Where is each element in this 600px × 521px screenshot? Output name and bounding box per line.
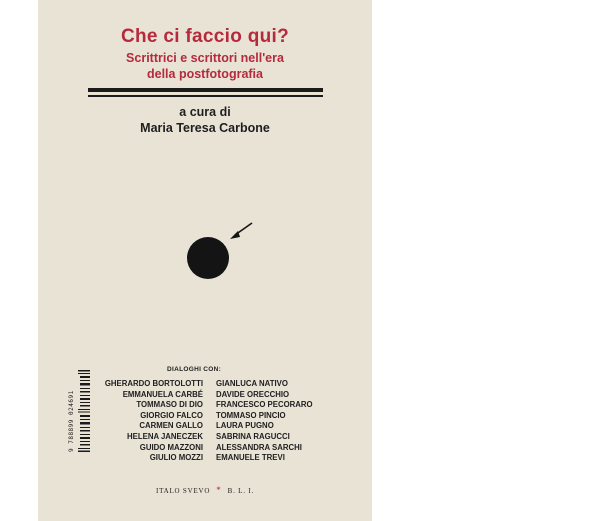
author-name: DAVIDE ORECCHIO (216, 389, 290, 399)
author-name: FRANCESCO PECORARO (216, 400, 313, 410)
author-name: EMANUELE TREVI (216, 453, 285, 463)
book-title: Che ci faccio qui? (121, 26, 289, 47)
editor-name: Maria Teresa Carbone (140, 121, 270, 135)
author-name: GIORGIO FALCO (140, 410, 203, 420)
author-name: LAURA PUGNO (216, 421, 274, 431)
author-name: CARMEN GALLO (139, 421, 203, 431)
barcode-digits: 9 788899 024691 (68, 390, 75, 452)
asterisk-icon: * (216, 485, 222, 495)
divider-thin (88, 95, 323, 97)
author-name: SABRINA RAGUCCI (216, 431, 290, 441)
black-dot-graphic (187, 237, 229, 279)
subtitle-line-2: della postfotografia (147, 67, 263, 81)
author-name: GHERARDO BORTOLOTTI (104, 379, 203, 388)
author-name: GIANLUCA NATIVO (216, 379, 288, 388)
authors-right-column (216, 379, 356, 464)
publisher-line (38, 485, 372, 495)
publisher-name: ITALO SVEVO (155, 487, 211, 495)
author-name: TOMMASO DI DIO (136, 400, 203, 410)
author-name: HELENA JANECZEK (127, 431, 203, 441)
barcode-graphic (78, 370, 90, 452)
author-name: EMMANUELA CARBÉ (122, 389, 203, 399)
arrow-graphic (226, 220, 256, 242)
divider-thick (88, 88, 323, 92)
book-subtitle (38, 50, 372, 82)
dialogues-label: DIALOGHI CON: (167, 366, 222, 373)
authors-left-column (90, 379, 203, 464)
author-name: GUIDO MAZZONI (139, 442, 203, 452)
subtitle-line-1: Scrittrici e scrittori nell'era (126, 51, 284, 65)
author-name: TOMMASO PINCIO (216, 410, 286, 420)
curated-by-label: a cura di (179, 105, 231, 119)
book-cover (38, 0, 372, 521)
author-name: GIULIO MOZZI (149, 453, 203, 463)
author-name: ALESSANDRA SARCHI (216, 442, 302, 452)
imprint-name: B. L. I. (227, 487, 255, 495)
